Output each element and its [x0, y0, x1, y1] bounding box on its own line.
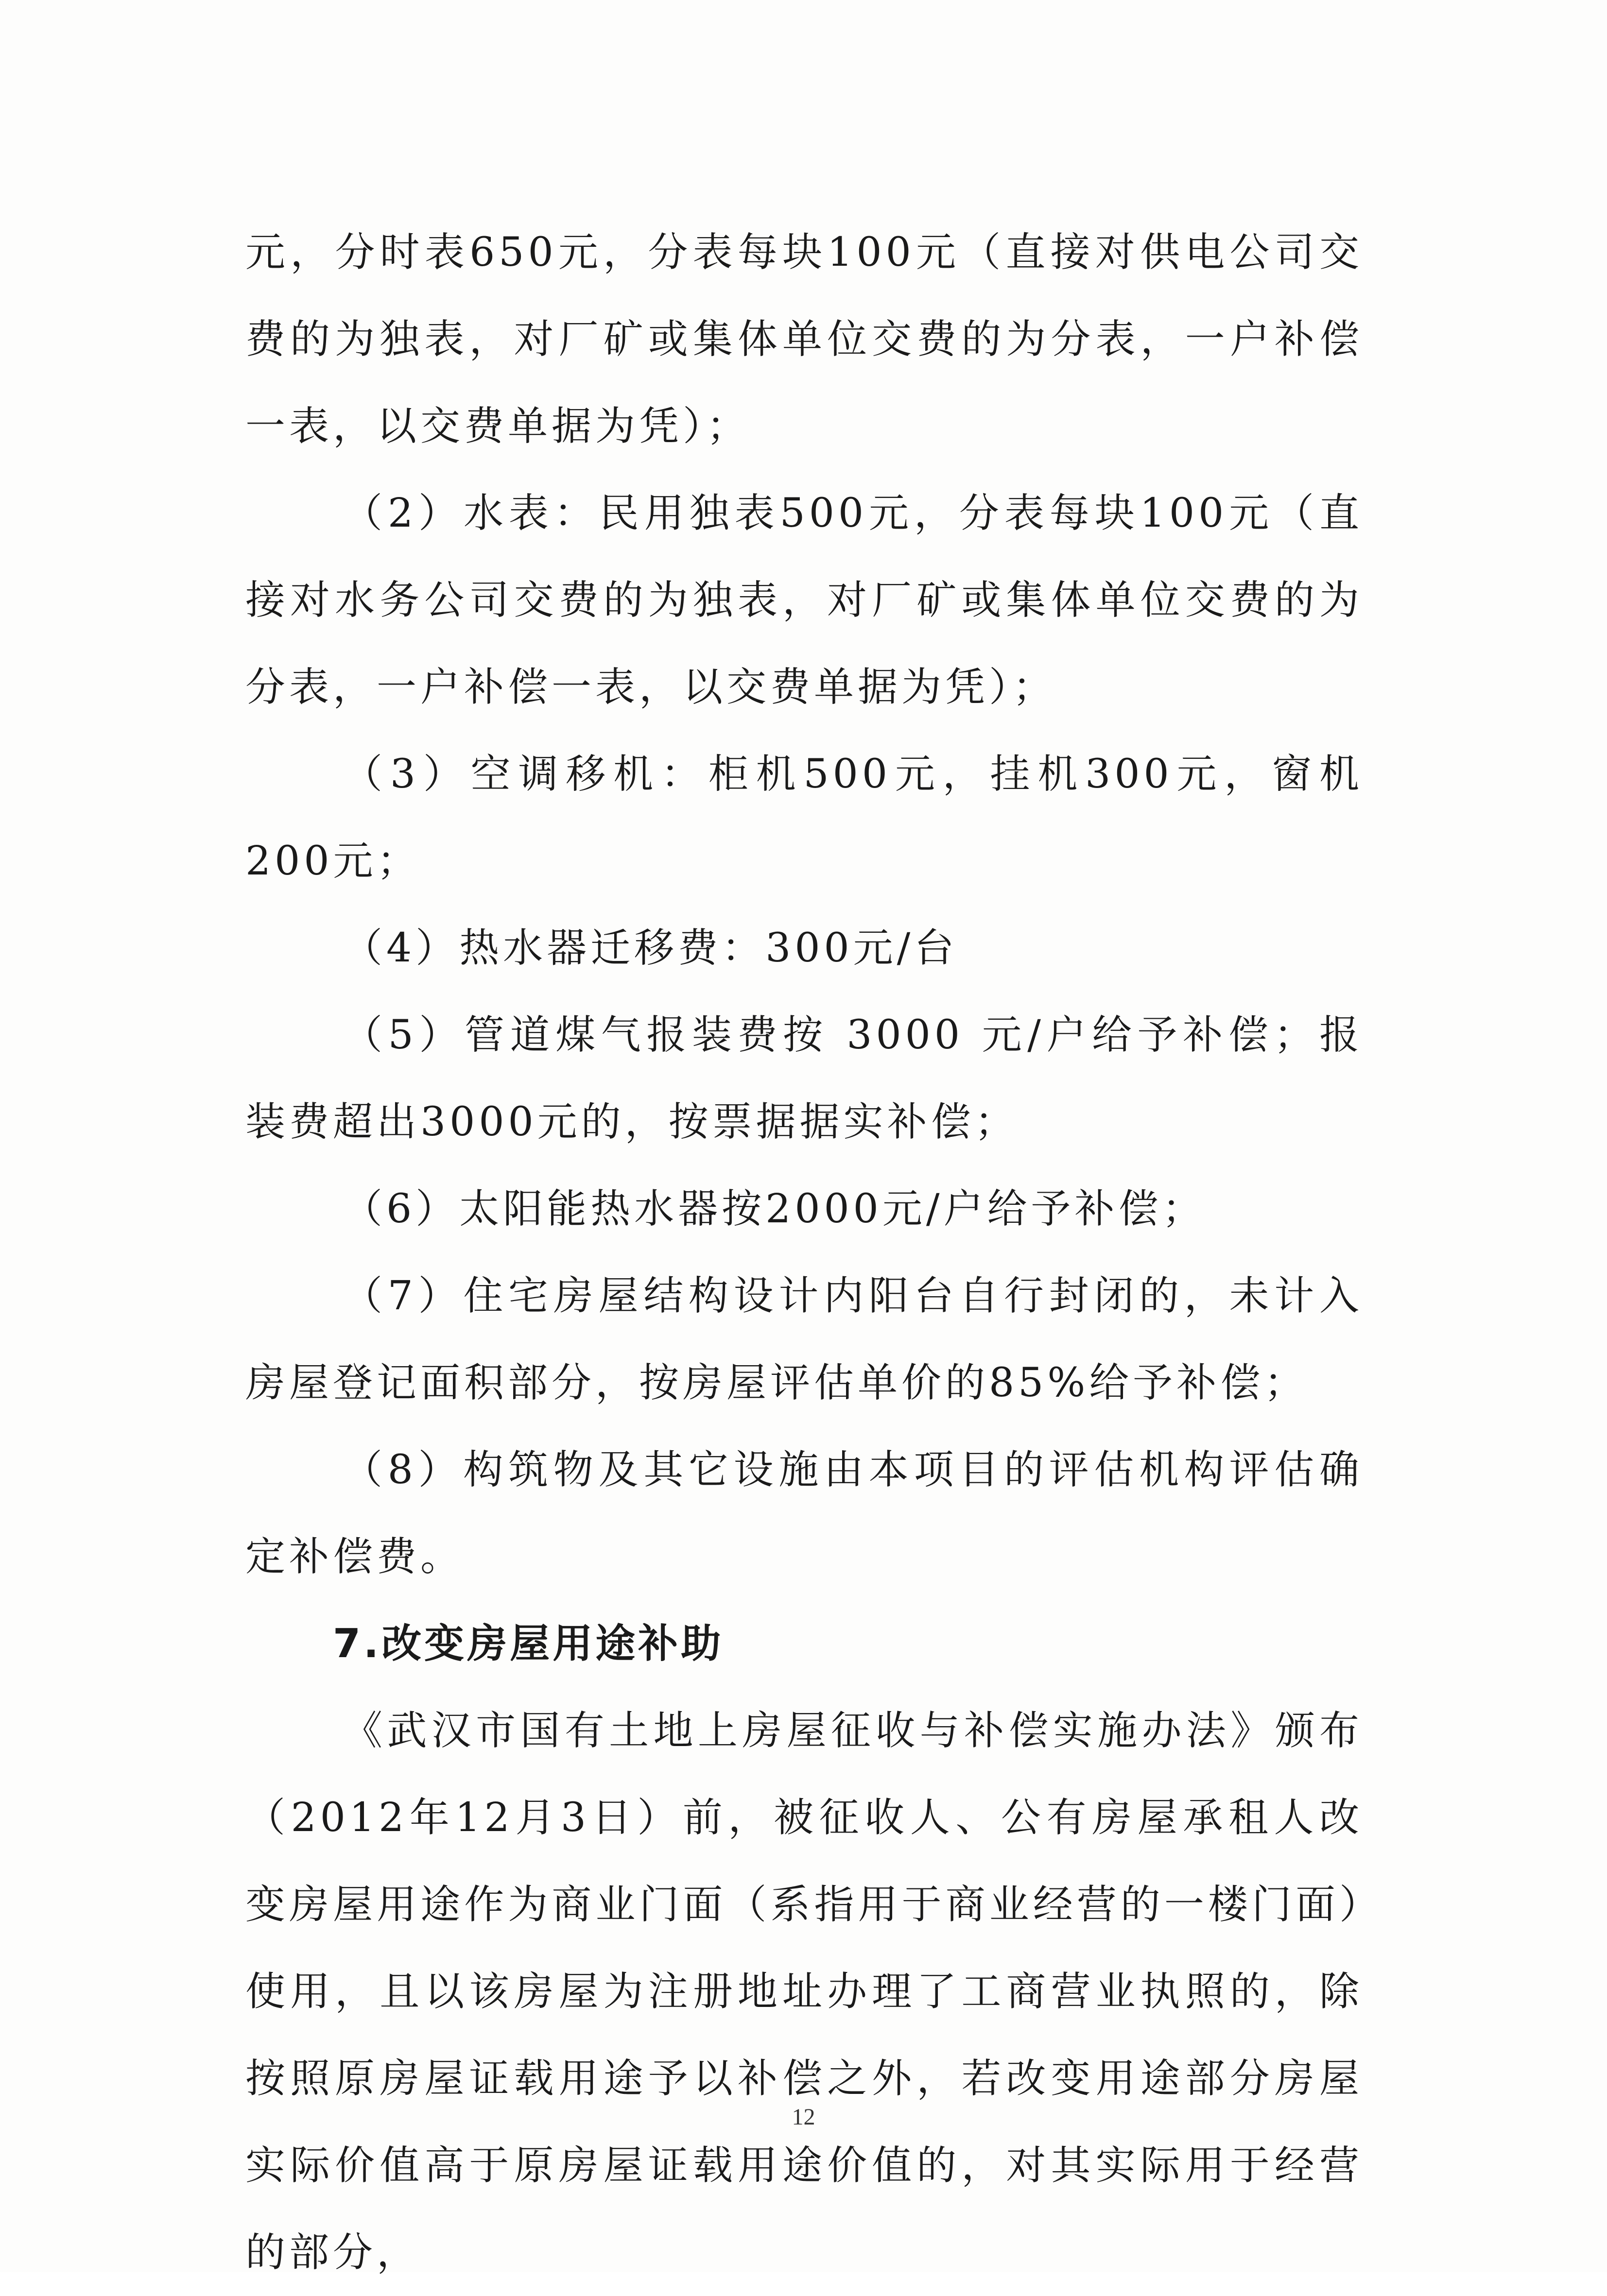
paragraph-usage-change: 《武汉市国有土地上房屋征收与补偿实施办法》颁布（2012年12月3日）前，被征收人、公有房屋承租人改变房屋用途作为商业门面（系指用于商业经营的一楼门面）使用，且以该房屋为注册地址办理了工商营业执照的，除按照原房屋证载用途予以补偿之外，若改变用途部分房屋实际价值高于原房屋证载用途价值的，对其实际用于经营的部分，	[245, 1708, 1363, 2276]
paragraph-balcony: （7）住宅房屋结构设计内阳台自行封闭的，未计入房屋登记面积部分，按房屋评估单价的85%给予补偿；	[245, 1273, 1363, 1406]
paragraph-water-meter: （2）水表：民用独表500元，分表每块100元（直接对水务公司交费的为独表，对厂矿或集体单位交费的为分表，一户补偿一表，以交费单据为凭）；	[245, 490, 1363, 710]
page-number: 12	[792, 2104, 815, 2130]
paragraph-solar-heater: （6）太阳能热水器按2000元/户给予补偿；	[343, 1186, 1206, 1232]
paragraph-structures: （8）构筑物及其它设施由本项目的评估机构评估确定补偿费。	[245, 1447, 1363, 1580]
paragraph-air-conditioner: （3）空调移机：柜机500元，挂机300元，窗机200元；	[245, 751, 1363, 884]
paragraph-gas-pipeline: （5）管道煤气报装费按 3000 元/户给予补偿；报装费超出3000元的，按票据据实补偿；	[245, 1012, 1363, 1145]
paragraph-water-heater: （4）热水器迁移费：300元/台	[343, 925, 958, 971]
body-text	[245, 209, 1363, 2296]
paragraph-electricity-meter-continuation: 元，分时表650元，分表每块100元（直接对供电公司交费的为独表，对厂矿或集体单位交费的为分表，一户补偿一表，以交费单据为凭）；	[245, 229, 1363, 449]
section-heading: 7.改变房屋用途补助	[333, 1621, 724, 1667]
